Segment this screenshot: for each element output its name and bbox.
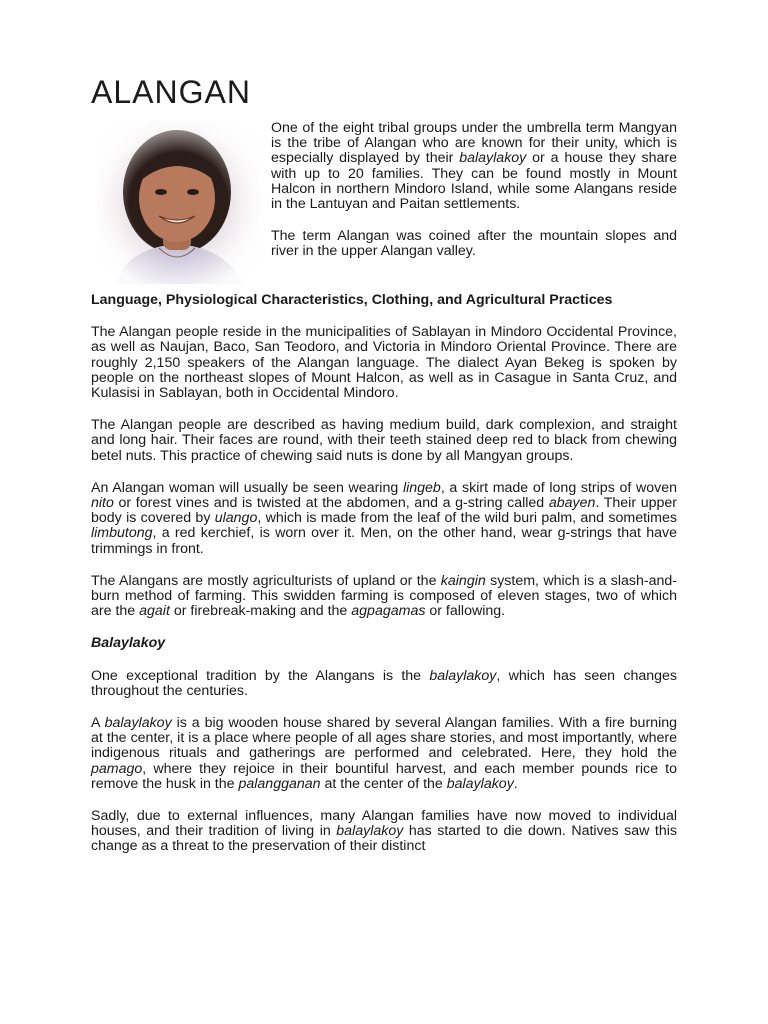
text-run: has started to die down. Natives saw this change as a threat to the preservation of their distinct (91, 823, 677, 855)
italic-term: palangganan (238, 775, 321, 792)
paragraph-balaylakoy-2 (91, 716, 677, 792)
intro-paragraph-2 (271, 229, 677, 259)
italic-term: balaylakoy (104, 715, 172, 732)
section-heading-balaylakoy: Balaylakoy (91, 635, 166, 652)
text-run: The Alangan people are described as having medium build, dark complexion, and straight and long hair. Their faces are round, with their teeth stained deep red to black from chewing betel nuts. This practice of chewing said nuts is done by all Mangyan groups. (91, 417, 677, 464)
text-run: , which is made from the leaf of the wild buri palm, and sometimes (257, 510, 677, 527)
italic-term: kaingin (440, 572, 486, 589)
intro-paragraph-1 (271, 121, 677, 212)
paragraph-physical (91, 418, 677, 464)
intro-text (271, 121, 677, 260)
italic-term: agait (139, 603, 170, 620)
paragraph-clothing (91, 481, 677, 557)
text-run: , a red kerchief, is worn over it. Men, on the other hand, wear g-strings that have trimmings in front. (91, 525, 677, 557)
text-run: at the center of the (320, 775, 447, 792)
text-run: system, which is a slash-and-burn method of farming. This swidden farming is composed of eleven stages, two of which are the (91, 572, 677, 620)
text-run: Sadly, due to external influences, many Alangan families have now moved to individual houses, and their tradition of living in (91, 808, 677, 840)
text-run: A (91, 715, 105, 732)
document-title: ALANGAN (91, 74, 251, 110)
article-body (91, 293, 677, 855)
portrait-photo (97, 120, 260, 284)
text-run: The term Alangan was coined after the mountain slopes and river in the upper Alangan valley. (271, 228, 677, 260)
text-run: One of the eight tribal groups under the umbrella term Mangyan is the tribe of Alangan who are known for their unity, which is especially displayed by their (271, 120, 677, 167)
italic-term: ulango (214, 510, 258, 527)
italic-term: limbutong (91, 525, 153, 542)
text-run: An Alangan woman will usually be seen wearing (91, 479, 403, 496)
text-run: , which has seen changes throughout the centuries. (91, 667, 677, 699)
text-run: . Their upper body is covered by (91, 495, 677, 527)
text-run: , a skirt made of long strips of woven (440, 479, 677, 496)
text-run: is a big wooden house shared by several Alangan families. With a fire burning at the center, it is a place where people of all ages share stories, and most importantly, where indigenous rituals and gatherings are performed and celebrated. Here, they hold the (91, 715, 677, 762)
paragraph-agriculture (91, 574, 677, 620)
italic-term: balaylakoy (446, 775, 514, 792)
text-run: The Alangan people reside in the municipalities of Sablayan in Mindoro Occidental Province, as well as Naujan, Baco, San Teodoro, and Victoria in Mindoro Oriental Province. There are roughly 2,150 speakers of the Alangan language. The dialect Ayan Bekeg is spoken by people on the northeast slopes of Mount Halcon, as well as in Casague in Santa Cruz, and Kulasisi in Sablayan, both in Occidental Mindoro. (91, 324, 677, 402)
italic-term: balaylakoy (429, 667, 497, 684)
italic-term: balaylakoy (336, 823, 404, 840)
italic-term: lingeb (402, 479, 441, 496)
text-run: . (513, 775, 518, 792)
text-run: , where they rejoice in their bountiful harvest, and each member pounds rice to remove the husk in the (91, 760, 677, 792)
italic-term: abayen (548, 495, 596, 512)
paragraph-language (91, 325, 677, 401)
text-run: One exceptional tradition by the Alangans is the (91, 667, 430, 684)
text-run: The Alangans are mostly agriculturists of upland or the (91, 572, 441, 589)
text-run: or fallowing. (425, 603, 506, 620)
section-heading-language: Language, Physiological Characteristics, Clothing, and Agricultural Practices (91, 292, 613, 308)
italic-term: nito (91, 495, 114, 512)
paragraph-balaylakoy-3 (91, 809, 677, 855)
text-run: or a house they share with up to 20 families. They can be found mostly in Mount Halcon in northern Mindoro Island, while some Alangans reside in the Lantuyan and Paitan settlements. (271, 150, 677, 213)
italic-term: pamago (91, 760, 143, 777)
italic-term: agpagamas (351, 603, 426, 620)
text-run: or forest vines and is twisted at the abdomen, and a g-string called (113, 495, 549, 512)
text-run: or firebreak-making and the (169, 603, 352, 620)
italic-term: balaylakoy (459, 150, 527, 167)
paragraph-balaylakoy-1 (91, 669, 677, 699)
